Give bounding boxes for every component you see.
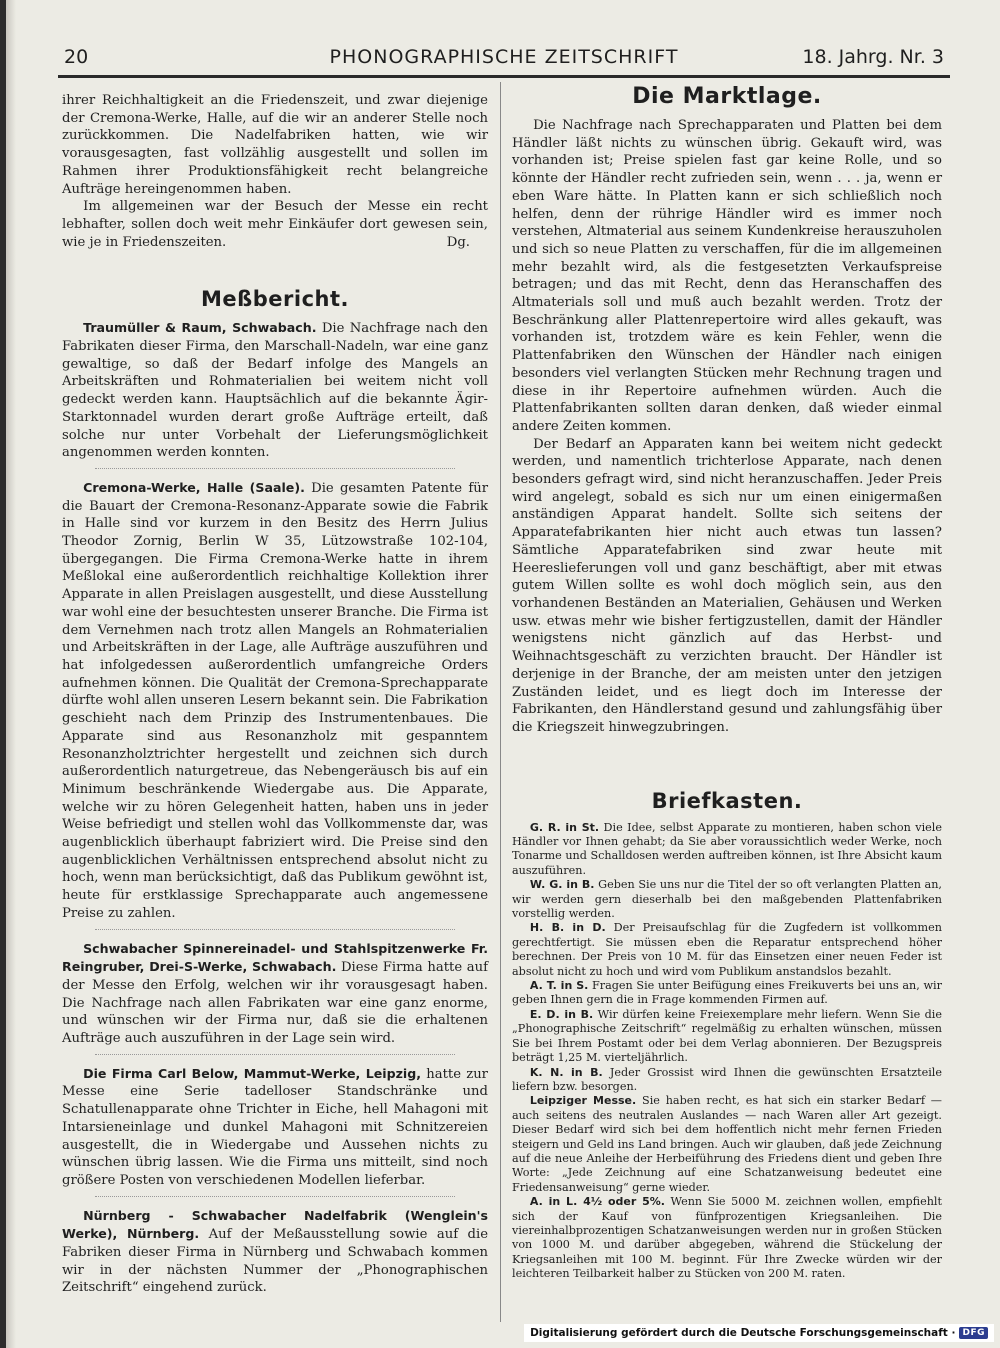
letter-5-text: Wir dürfen keine Freiexemplare mehr liefern. Wenn Sie die „Phonographische Zeitschrift“ regelmäßig zu erhalten wünschen, müssen Sie bei Ihrem Postamt oder bei dem Verlag abonnieren. Der Bezugspreis beträgt 1,25 M. vierteljährlich. bbox=[512, 1007, 942, 1065]
letter-entry-4 bbox=[512, 979, 942, 1008]
messbericht-entry-3 bbox=[62, 940, 488, 1048]
letter-1-text: Die Idee, selbst Apparate zu montieren, haben schon viele Händler vor Ihnen gehabt; da Sie aber voraussichtlich weder Werke, noch Tonarme und Schalldosen werden auftreiben können, ist Ihre Absicht kaum auszuführen. bbox=[512, 820, 943, 877]
letter-4-addressee: A. T. in S. bbox=[529, 979, 589, 993]
messbericht-entry-5 bbox=[62, 1207, 488, 1298]
messbericht-entry-2 bbox=[62, 479, 488, 923]
entry-1-text: Die Nachfrage nach den Fabrikaten dieser Firma, den Marschall-Nadeln, war eine ganz gewaltige, so daß der Bedarf infolge des Mangels an Arbeitskräften und Rohmaterialien bei weitem nicht voll gedeckt werden kann. Hauptsächlich auf die bekannte Ägir-Starktonnadel wurden derart große Aufträge erteilt, daß solche nur unter Vorbehalt der Lieferungsmöglichkeit angenommen werden konnten. bbox=[62, 321, 488, 461]
separator bbox=[95, 468, 455, 469]
entry-3-text: Diese Firma hatte auf der Messe den Erfolg, welchen wir ihr vorausgesagt haben. Die Nachfrage nach allen Fabrikaten war eine ganz enorme, und wünschen wir der Firma nur, daß sie die erhaltenen Aufträge auch auszuführen in der Lage sein wird. bbox=[62, 960, 488, 1047]
letter-7-addressee: Leipziger Messe. bbox=[529, 1094, 637, 1108]
messbericht-heading: Meßbericht. bbox=[201, 287, 349, 312]
letter-entry-6 bbox=[512, 1066, 942, 1095]
entry-1-firm: Traumüller & Raum, Schwabach. bbox=[83, 320, 317, 336]
letter-3-text: Der Preisaufschlag für die Zugfedern ist vollkommen gerechtfertigt. Sie müssen eben die Reparatur entsprechend höher berechnen. Der Preis von 10 M. für das Einsetzen einer neuen Feder ist absolut nicht zu hoch und wird vom Publikum anstandslos bezahlt. bbox=[512, 921, 942, 978]
marktlage-paragraph-1: Die Nachfrage nach Sprechapparaten und Platten bei dem Händler läßt nichts zu wünschen übrig. Gekauft wird, was vorhanden ist; Preise spielen fast gar keine Rolle, und so könnte der Händler recht zufrieden sein, wenn . . . ja, wenn er eben Ware hätte. In Platten kann er sich schließlich noch helfen, denn der rührige Händler wird es immer noch verstehen, Altmaterial aus seinem Kundenkreise herauszuholen und sich so neue Platten zu verschaffen, für die im allgemeinen mehr bezahlt wird, als die festgesetzten Verkaufspreise betragen; und das mit Recht, denn das Heranschaffen des Altmaterials soll und muß auch bezahlt werden. Trotz der Beschränkung aller Plattenrepertoire wird alles gekauft, was vorhanden ist, trotzdem wäre es kein Fehler, wenn die Plattenfabriken den Wünschen der Händler nach einigen besonders viel verlangten Stücken mehr Rechnung tragen und diese in ihr Repertoire aufnehmen würden. Auch die Plattenfabrikanten sollten daran denken, daß wieder einmal andere Zeiten kommen. bbox=[512, 118, 942, 434]
header-rule bbox=[58, 75, 950, 78]
letter-2-text: Geben Sie uns nur die Titel der so oft verlangten Platten an, wir werden gern dieserhalb bei den maßgebenden Plattenfabriken vorstellig werden. bbox=[512, 878, 942, 921]
letter-entry-8 bbox=[512, 1195, 942, 1281]
separator bbox=[95, 1196, 455, 1197]
left-column bbox=[62, 92, 488, 1297]
briefkasten-heading: Briefkasten. bbox=[651, 788, 803, 813]
entry-3-firm: Schwabacher Spinnereinadel- und Stahlspitzenwerke Fr. Reingruber, Drei-S-Werke, Schwabach. bbox=[62, 940, 488, 975]
letter-entry-5 bbox=[512, 1008, 942, 1066]
letter-5-addressee: E. D. in B. bbox=[529, 1007, 594, 1021]
intro-paragraph-2 bbox=[62, 198, 488, 251]
letter-8-text: Wenn Sie 5000 M. zeichnen wollen, empfiehlt sich der Kauf von fünfprozentigen Kriegsanleihen. Die viereinhalbprozentigen Schatzanweisungen werden nur in großen Stücken von 1000 M. und darüber abgegeben, während die Stückelung der Kriegsanleihen mit 100 M. beginnt. Für Ihre Zwecke würden wir der leichteren Teilbarkeit halber zu Stücken von 200 M. raten. bbox=[512, 1195, 942, 1281]
author-signature: Dg. bbox=[446, 234, 470, 250]
marktlage-paragraph-2: Der Bedarf an Apparaten kann bei weitem nicht gedeckt werden, und namentlich trichterlose Apparate, nach denen besonders gefragt wird, sind nicht heranzuschaffen. Jeder Preis wird angelegt, sobald es sich nur um einen einigermaßen anständigen Apparat handelt. Sollte sich seitens der Apparatefabrikanten hier nicht auch etwas tun lassen? Sämtliche Apparatefabriken sind zwar heute mit Heereslieferungen voll und ganz beschäftigt, aber mit etwas gutem Willen sollte es wohl doch möglich sein, aus den vorhandenen Beständen an Materialien, Gehäusen und Werken usw. etwas mehr wie bisher fertigzustellen, damit der Händler wenigstens nicht gänzlich auf das Herbst- und Weihnachtsgeschäft zu verzichten braucht. Der Händler ist derjenige in der Branche, der am meisten unter den jetzigen Zuständen leidet, und es liegt doch im Interesse der Fabrikanten, den Händlerstand gesund und zahlungsfähig über die Kriegszeit hinwegzubringen. bbox=[512, 436, 942, 735]
intro-paragraph-1: ihrer Reichhaltigkeit an die Friedenszeit, und zwar diejenige der Cremona-Werke, Halle, auf die wir an anderer Stelle noch zurückkommen. Die Nadelfabriken hatten, wie wir vorausgesagten, fast vollzählig ausgestellt und sollen im Rahmen ihrer Produktionsfähigkeit recht belangreiche Aufträge hereingenommen haben. bbox=[62, 93, 488, 197]
dfg-logo: DFG bbox=[959, 1327, 988, 1339]
entry-4-firm: Die Firma Carl Below, Mammut-Werke, Leipzig, bbox=[83, 1065, 422, 1081]
right-column bbox=[512, 84, 942, 1282]
issue-info: 18. Jahrg. Nr. 3 bbox=[802, 46, 944, 68]
letter-1-addressee: G. R. in St. bbox=[529, 820, 600, 834]
letter-8-addressee: A. in L. 4½ oder 5%. bbox=[529, 1195, 665, 1209]
marktlage-heading: Die Marktlage. bbox=[632, 84, 822, 109]
separator bbox=[95, 1054, 455, 1055]
letter-3-addressee: H. B. in D. bbox=[529, 921, 606, 935]
briefkasten-list bbox=[512, 821, 942, 1282]
entry-2-firm: Cremona-Werke, Halle (Saale). bbox=[83, 479, 305, 495]
letter-6-addressee: K. N. in B. bbox=[529, 1065, 603, 1079]
letter-entry-7 bbox=[512, 1094, 942, 1195]
page-number: 20 bbox=[64, 46, 89, 68]
credit-text: Digitalisierung gefördert durch die Deutsche Forschungsgemeinschaft · bbox=[530, 1327, 956, 1339]
binding-shadow bbox=[6, 0, 16, 1348]
messbericht-entry-1 bbox=[62, 319, 488, 462]
digitization-credit bbox=[524, 1324, 994, 1342]
letter-4-text: Fragen Sie unter Beifügung eines Freikuverts bei uns an, wir geben Ihnen gern die in Frage kommenden Firmen auf. bbox=[512, 979, 942, 1007]
column-divider bbox=[500, 82, 501, 1322]
page-header bbox=[64, 46, 944, 76]
letter-entry-1 bbox=[512, 821, 942, 879]
letter-7-text: Sie haben recht, es hat sich ein starker Bedarf — auch seitens des neutralen Auslandes — nach Waren aller Art gezeigt. Dieser Bedarf wird sich bei dem hoffentlich nicht mehr fernen Frieden steigern und Geld ins Land bringen. Auch wir glauben, daß jede Zeichnung auf die neue Anleihe der Herbeiführung des Friedens dient und geben Ihre Worte: „Jede Zeichnung auf eine Schatzanweisung bedeutet eine Friedensanweisung“ gerne wieder. bbox=[512, 1094, 942, 1194]
letter-entry-3 bbox=[512, 921, 942, 979]
letter-entry-2 bbox=[512, 878, 942, 921]
intro-paragraph-2-text: Im allgemeinen war der Besuch der Messe ein recht lebhafter, sollen doch weit mehr Einkäufer dort gewesen sein, wie je in Friedenszeiten. bbox=[62, 199, 488, 250]
journal-title: PHONOGRAPHISCHE ZEITSCHRIFT bbox=[329, 46, 679, 68]
entry-5-firm: Nürnberg - Schwabacher Nadelfabrik (Wenglein's Werke), Nürnberg. bbox=[62, 1207, 488, 1242]
separator bbox=[95, 929, 455, 930]
letter-2-addressee: W. G. in B. bbox=[529, 878, 595, 892]
entry-5-text: Auf der Meßausstellung sowie auf die Fabriken dieser Firma in Nürnberg und Schwabach kommen wir in der nächsten Nummer der „Phonographischen Zeitschrift“ eingehend zurück. bbox=[62, 1227, 488, 1296]
entry-2-text: Die gesamten Patente für die Bauart der Cremona-Resonanz-Apparate sowie die Fabrik in Halle sind vor kurzem in den Besitz des Herrn Julius Theodor Zornig, Berlin W 35, Lützowstraße 102-104, übergegangen. Die Firma Cremona-Werke hatte in ihrem Meßlokal eine außerordentlich reichhaltige Kollektion ihrer Apparate in allen Preislagen ausgestellt, und diese Ausstellung war wohl eine der besuchtesten unserer Branche. Die Firma ist dem Vernehmen nach trotz allen Mangels an Rohmaterialien und Arbeitskräften in der Lage, alle Aufträge auszuführen und hat infolgedessen außerordentlich umfangreiche Orders aufnehmen können. Die Qualität der Cremona-Sprechapparate dürfte wohl allen unseren Lesern bekannt sein. Die Fabrikation geschieht nach dem Prinzip des Instrumentenbaues. Die Apparate sind aus Resonanzholz mit gespanntem Resonanzholztrichter hergestellt und zeichnen sich durch außerordentlich naturgetreue, das Nebengeräusch bis auf ein Minimum beschränkende Wiedergabe aus. Die Apparate, welche wir zu hören Gelegenheit hatten, haben uns in jeder Weise befriedigt und stellen wohl das Vollkommenste dar, was augenblicklich überhaupt fabriziert wird. Die Preise sind den augenblicklichen Verhältnissen entsprechend absolut nicht zu hoch, wenn man berücksichtigt, daß das Publikum gewöhnt ist, heute für erstklassige Sprechapparate auch angemessene Preise zu zahlen. bbox=[62, 480, 488, 921]
messbericht-entry-4 bbox=[62, 1065, 488, 1190]
entry-4-text: hatte zur Messe eine Serie tadelloser Standschränke und Schatullenapparate ohne Trichter in Eiche, hell Mahagoni mit Intarsieneinlage und dunkel Mahagoni mit Schnitzereien ausgestellt, die in Wiedergabe und Aussehen nichts zu wünschen übrig lassen. Wie die Firma uns mitteilt, sind noch größere Posten von verschiedenen Modellen lieferbar. bbox=[62, 1066, 488, 1188]
letter-6-text: Jeder Grossist wird Ihnen die gewünschten Ersatzteile liefern bzw. besorgen. bbox=[512, 1065, 943, 1093]
